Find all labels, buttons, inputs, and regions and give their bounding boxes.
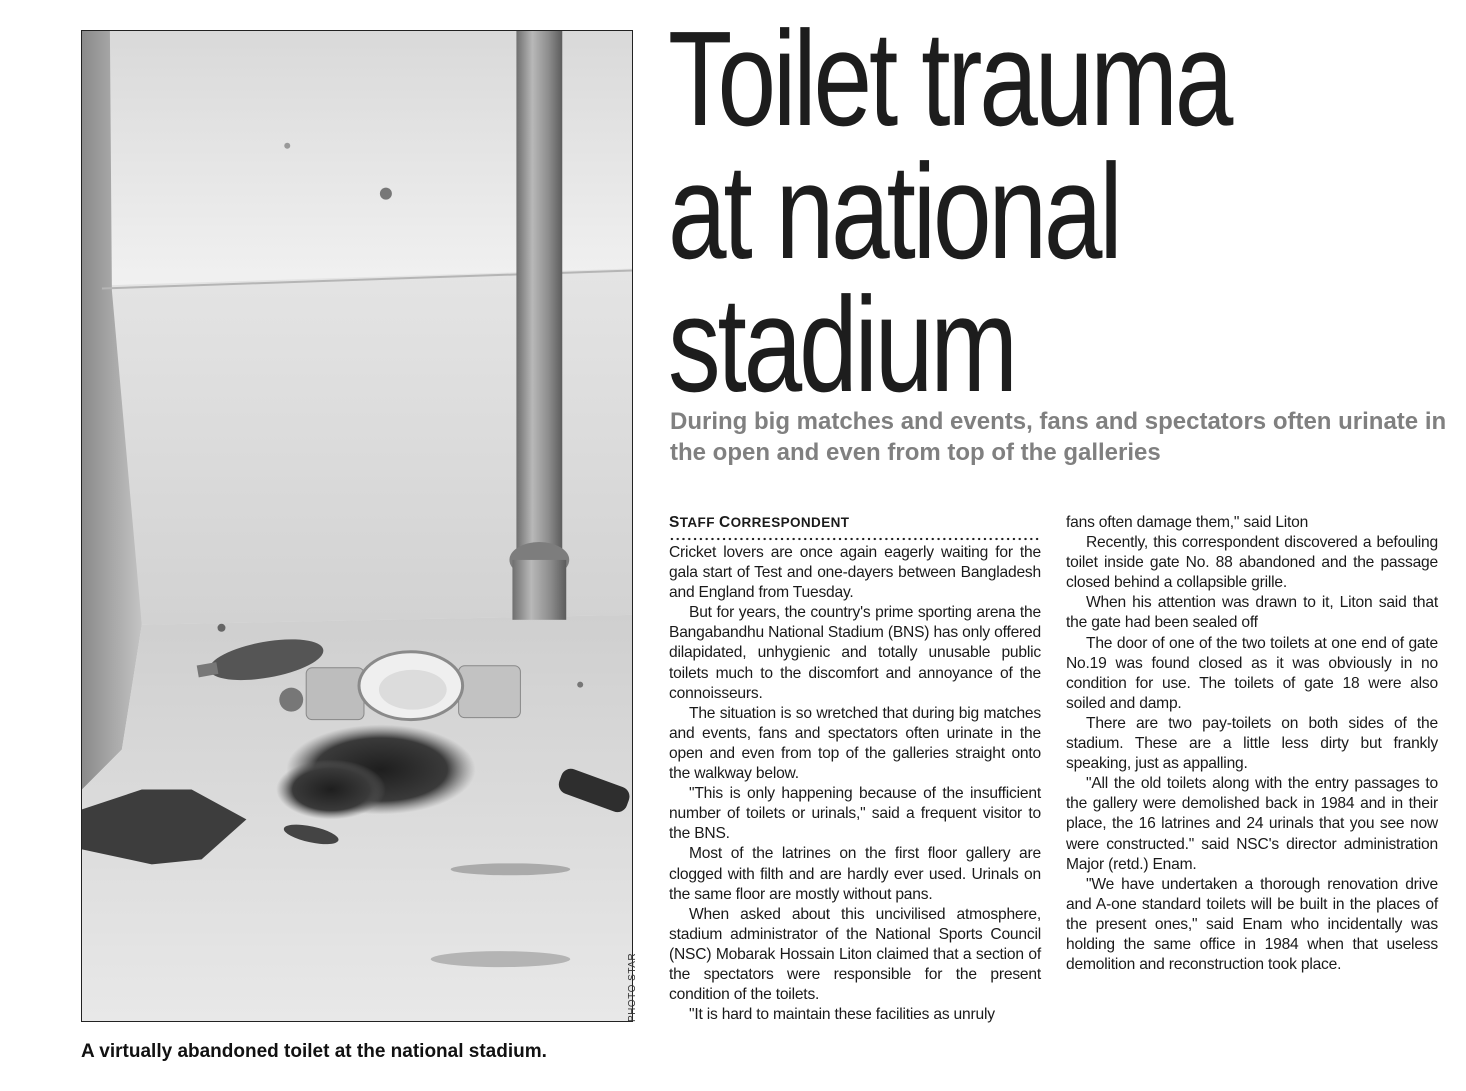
byline (669, 514, 1041, 532)
paragraph: "We have undertaken a thorough renovation drive and A-one standard toilets will be built in the places of the present ones," said Enam who incidentally was holding the same office in 1984 when that useless demolition and reconstruction took place. (1066, 875, 1438, 974)
headline-line-1: Toilet trauma (668, 3, 1231, 154)
byline-word-2: ORRESPONDENT (730, 515, 850, 530)
paragraph: fans often damage them," said Liton (1066, 514, 1309, 531)
paragraph: "It is hard to maintain these facilities as unruly (689, 1006, 995, 1024)
headline (668, 3, 1269, 420)
byline-initial-2: C (719, 514, 731, 531)
article-column-left (669, 512, 1041, 1025)
article-column-right (1066, 513, 1438, 975)
paragraph: There are two pay-toilets on both sides of the stadium. These are a little less dirty but frankly speaking, just as appalling. (1066, 714, 1438, 773)
paragraph: "All the old toilets along with the entry passages to the gallery were demolished back in 1984 and in their place, the 16 latrines and 24 urinals that you see now were constructed." said NSC's director administration Major (retd.) Enam. (1066, 775, 1438, 873)
headline-line-3: stadium (668, 269, 1015, 420)
paragraph: Recently, this correspondent discovered a befouling toilet inside gate No. 88 abandoned and the passage closed behind a collapsible grille. (1066, 534, 1438, 592)
paragraph: But for years, the country's prime sporting arena the Bangabandhu National Stadium (BNS) has only offered dilapidated, unhygienic and totally unusable public toilets much to the discomfort and annoyance of the connoisseurs. (669, 604, 1041, 702)
paragraph: The door of one of the two toilets at one end of gate No.19 was found closed as it was obviously in no condition for use. The toilets of gate 18 were also soiled and damp. (1066, 634, 1438, 712)
deck-subheadline: During big matches and events, fans and spectators often urinate in the open and even from top of the galleries (670, 408, 1447, 466)
paragraph: Cricket lovers are once again eagerly waiting for the gala start of Test and one-dayers between Bangladesh and England from Tuesday. (669, 544, 1041, 602)
photo-caption: A virtually abandoned toilet at the national stadium. (81, 1041, 547, 1062)
paragraph: The situation is so wretched that during big matches and events, fans and spectators often urinate in the open and even from top of the galleries straight onto the walkway below. (669, 704, 1041, 783)
paragraph: When asked about this uncivilised atmosphere, stadium administrator of the National Sports Council (NSC) Mobarak Hossain Liton claimed that a section of the spectators were responsible for the present condition of the toilets. (669, 905, 1041, 1004)
photo-credit: PHOTO STAR (627, 952, 638, 1022)
toilet-photo-illustration (82, 31, 632, 1021)
byline-divider (669, 537, 1041, 541)
paragraph: When his attention was drawn to it, Liton said that the gate had been sealed off (1066, 594, 1438, 632)
headline-line-2: at national (668, 136, 1120, 287)
paragraph: Most of the latrines on the first floor gallery are clogged with filth and are hardly ever used. Urinals on the same floor are mostly without pans. (669, 845, 1041, 903)
byline-word-1: TAFF (679, 515, 719, 530)
paragraph: "This is only happening because of the insufficient number of toilets or urinals," said a frequent visitor to the BNS. (669, 785, 1041, 843)
article-photo (81, 30, 633, 1022)
byline-initial-1: S (669, 514, 680, 531)
